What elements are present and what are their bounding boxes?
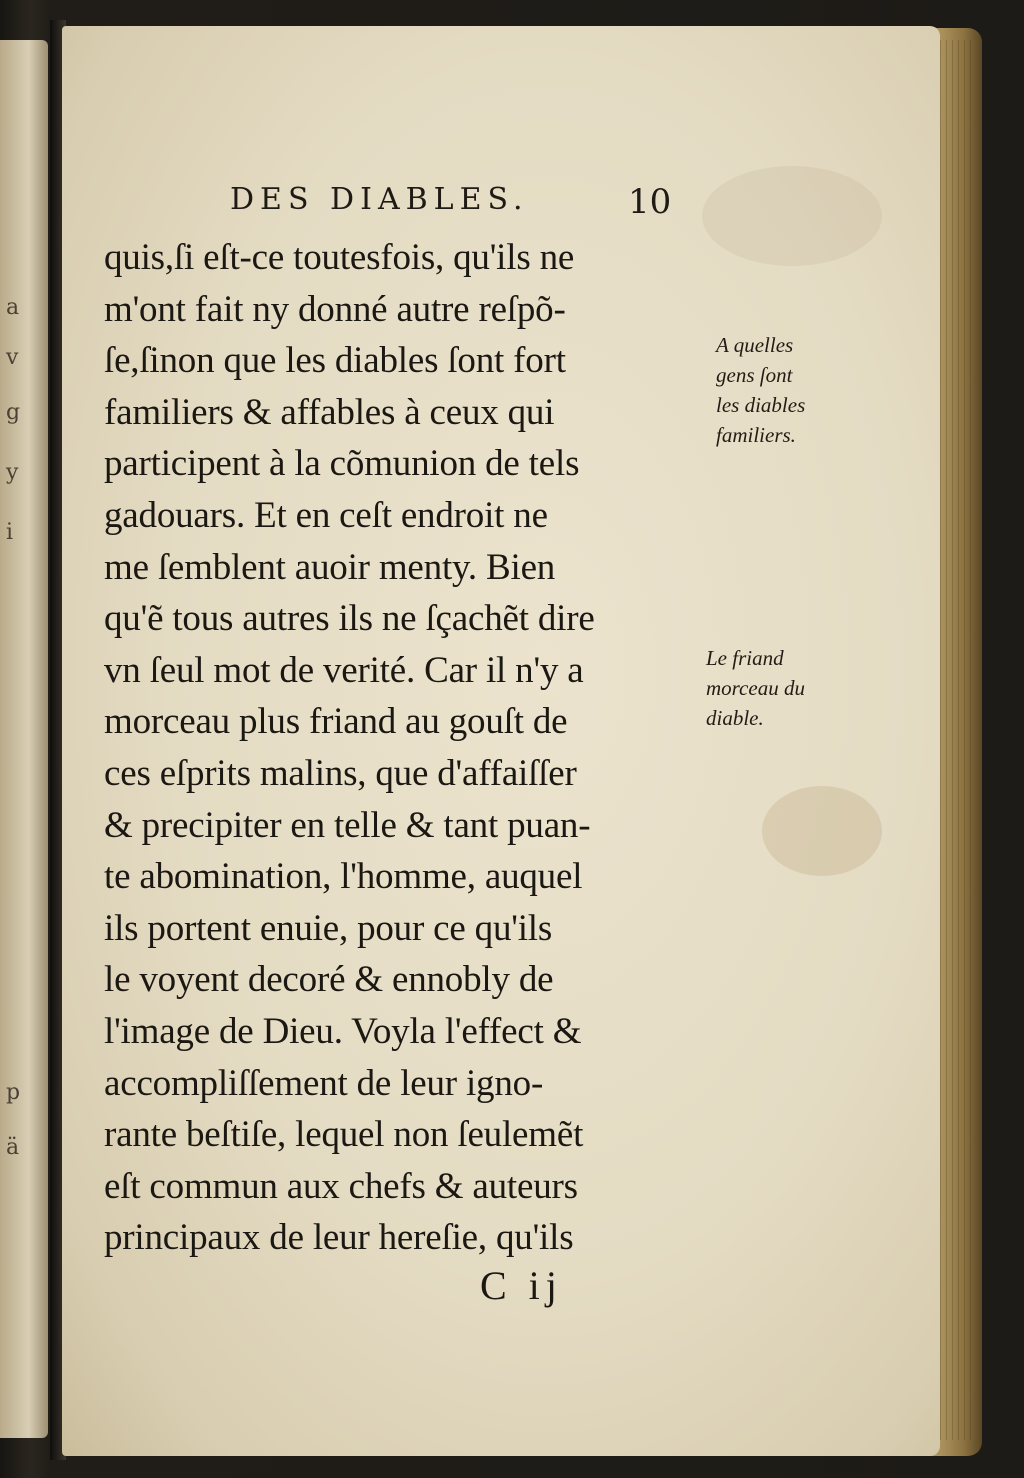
marginal-note-line: morceau du: [706, 676, 805, 700]
signature-mark: C ij: [480, 1263, 563, 1308]
fragment: a: [6, 295, 20, 320]
fragment: i: [6, 520, 14, 545]
text-line: familiers & affables à ceux qui: [104, 391, 555, 433]
foxing-stain: [762, 786, 882, 876]
previous-page-edge: [0, 40, 48, 1438]
marginal-note-line: les diables: [716, 393, 806, 417]
text-line: eſt commun aux chefs & auteurs: [104, 1165, 578, 1207]
fragment: ä: [6, 1135, 20, 1160]
text-line: me ſemblent auoir menty. Bien: [104, 546, 556, 588]
fragment: y: [6, 460, 19, 485]
fragment: v: [6, 345, 19, 370]
text-line: principaux de leur hereſie, qu'ils: [104, 1217, 574, 1259]
text-line: rante beſtiſe, lequel non ſeulemẽt: [104, 1114, 584, 1156]
text-line: morceau plus friand au gouſt de: [104, 701, 568, 743]
text-line: ces eſprits malins, que d'affaiſſer: [104, 752, 577, 794]
marginal-note-line: A quelles: [716, 333, 794, 357]
text-line: qu'ẽ tous autres ils ne ſçachẽt dire: [104, 598, 595, 640]
text-line: gadouars. Et en ceſt endroit ne: [104, 494, 548, 536]
text-line: ſe,ſinon que les diables ſont fort: [104, 340, 566, 382]
text-line: l'image de Dieu. Voyla l'effect &: [104, 1010, 582, 1052]
text-line: accompliſſement de leur igno-: [104, 1062, 544, 1104]
running-head: DES DIABLES.: [230, 182, 529, 217]
text-line: ils portent enuie, pour ce qu'ils: [104, 907, 553, 949]
text-line: & precipiter en telle & tant puan-: [104, 804, 591, 846]
marginal-note-line: gens ſont: [716, 363, 793, 387]
text-line: participent à la cõmunion de tels: [104, 443, 580, 485]
body-text: [104, 232, 724, 1264]
marginal-note-line: familiers.: [716, 423, 796, 447]
previous-page-fragments: [2, 40, 42, 1438]
text-line: le voyent decoré & ennobly de: [104, 959, 554, 1001]
marginal-note-line: diable.: [706, 706, 764, 730]
text-line: te abomination, l'homme, auquel: [104, 856, 583, 898]
foxing-stain: [702, 166, 882, 266]
marginal-note: [716, 330, 805, 450]
page-number: 10: [628, 182, 672, 222]
text-line: vn ſeul mot de verité. Car il n'y a: [104, 649, 584, 691]
fragment: p: [6, 1080, 21, 1105]
fragment: g: [6, 400, 21, 425]
text-line: m'ont fait ny donné autre reſpõ-: [104, 288, 566, 330]
marginal-note-line: Le friand: [706, 646, 784, 670]
text-line: quis,ſi eſt-ce toutesfois, qu'ils ne: [104, 237, 575, 278]
marginal-note: [706, 643, 805, 733]
